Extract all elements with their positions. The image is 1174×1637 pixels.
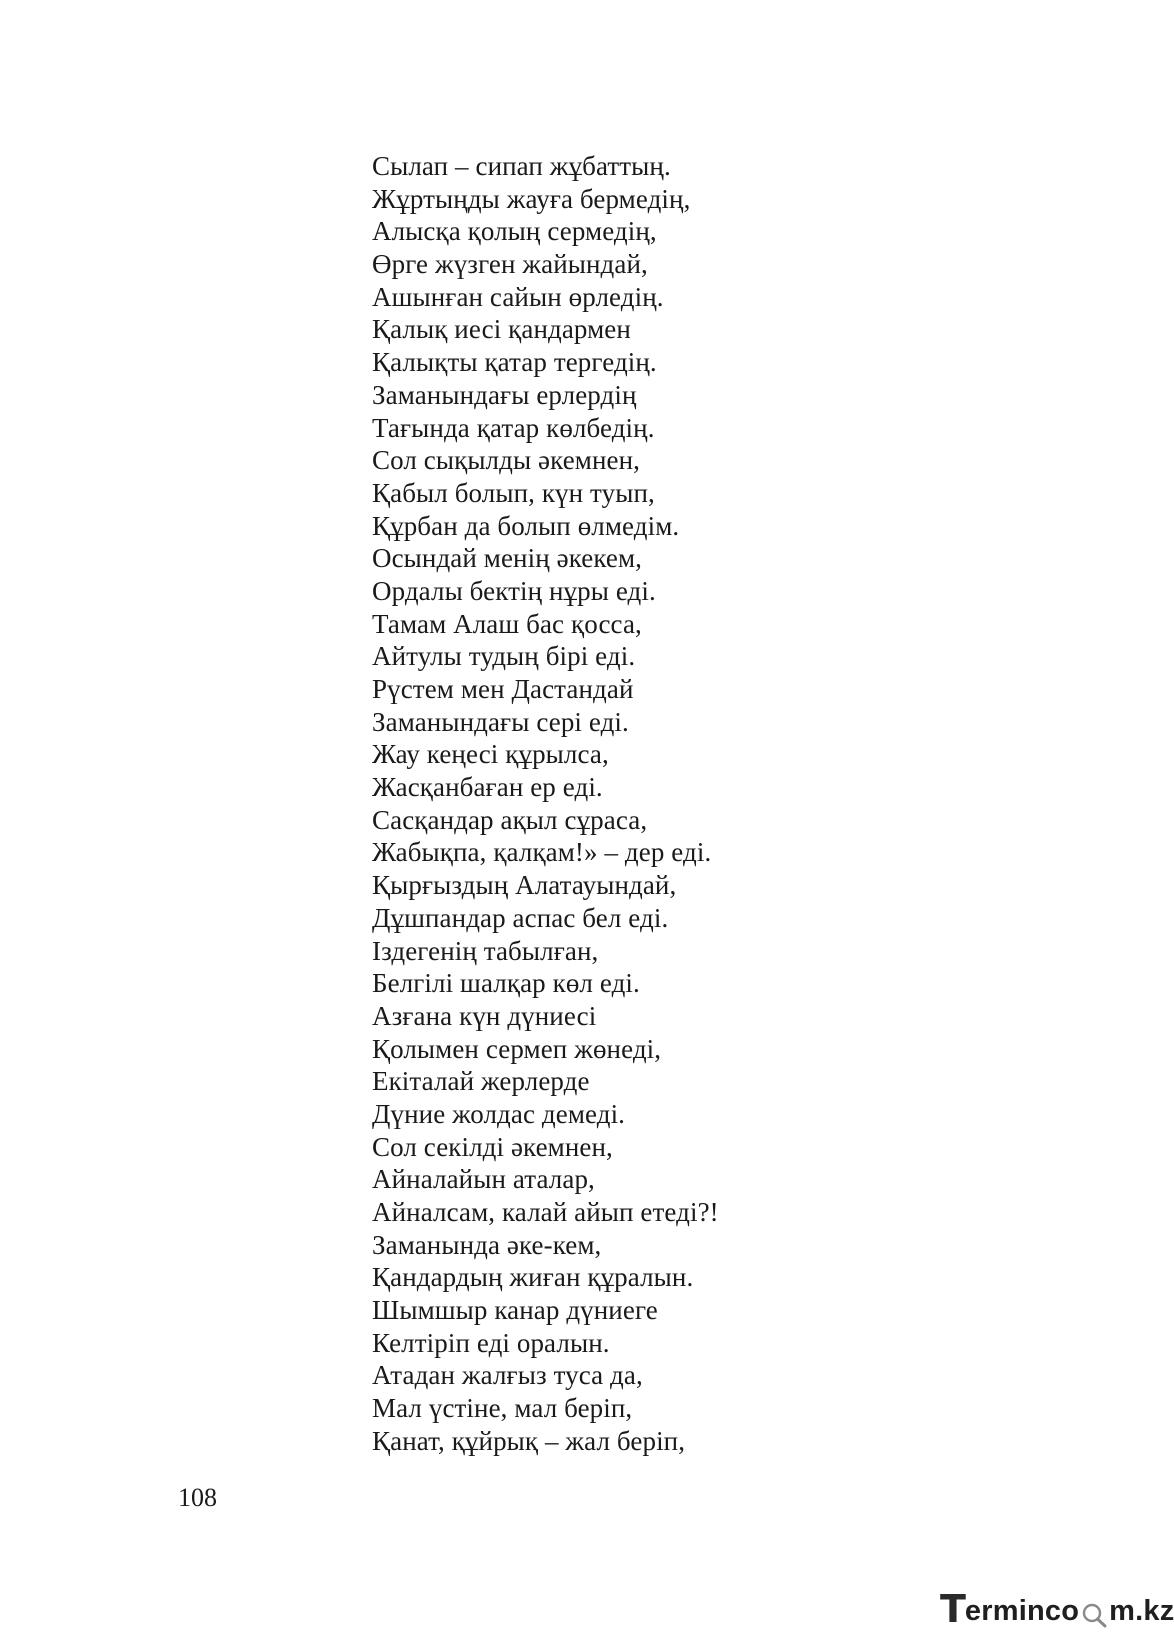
poem-line: Мал үстіне, мал беріп, xyxy=(372,1393,633,1424)
poem-line: Рүстем мен Дастандай xyxy=(372,674,634,704)
poem-line: Белгілі шалқар көл еді. xyxy=(372,968,640,999)
poem-line: Жабықпа, қалқам!» – дер еді. xyxy=(372,837,712,868)
poem-line: Сол сықылды әкемнен, xyxy=(372,445,640,476)
page-number: 108 xyxy=(178,1483,217,1512)
poem-line: Сылап – сипап жұбаттың. xyxy=(372,151,671,181)
poem-line: Қанат, құйрық – жал беріп, xyxy=(372,1425,686,1456)
poem-line: Екіталай жерлерде xyxy=(372,1066,590,1097)
poem-line: Заманындағы сері еді. xyxy=(372,706,629,737)
poem-line: Алысқа қолың сермедің, xyxy=(372,216,657,247)
poem-line: Қолымен сермеп жөнеді, xyxy=(372,1033,662,1064)
poem-line: Атадан жалғыз туса да, xyxy=(372,1360,643,1391)
poem-line: Шымшыр канар дүниеге xyxy=(372,1295,658,1326)
poem-line: Тағында қатар көлбедің. xyxy=(372,412,655,443)
poem-line: Азғана күн дүниесі xyxy=(372,1000,597,1031)
poem-line: Іздегенің табылған, xyxy=(372,935,599,966)
poem-line: Заманында әке-кем, xyxy=(372,1229,602,1260)
poem-line: Сасқандар ақыл сұраса, xyxy=(372,804,648,835)
poem-line: Өрге жүзген жайындай, xyxy=(372,249,648,280)
poem-line: Ордалы бектің нұры еді. xyxy=(372,575,656,606)
poem-line: Ашынған сайын өрледің. xyxy=(372,281,664,312)
poem-line: Құрбан да болып өлмедім. xyxy=(372,510,680,541)
watermark-text-part-1: ermincо xyxy=(964,1595,1080,1627)
poem-line: Қандардың жиған құралын. xyxy=(372,1262,694,1293)
poem-text xyxy=(372,150,719,1458)
poem-line: Жұртыңды жауға бермедің, xyxy=(372,183,691,214)
poem-line: Қалықты қатар тергедің. xyxy=(372,347,657,378)
poem-line: Дүние жолдас демеді. xyxy=(372,1098,626,1129)
poem-line: Жасқанбаған ер еді. xyxy=(372,772,603,803)
magnifier-icon xyxy=(1080,1598,1108,1628)
poem-line: Айтулы тудың бірі еді. xyxy=(372,641,636,672)
poem-line: Қырғыздың Алатауындай, xyxy=(372,870,677,901)
poem-line: Келтіріп еді оралын. xyxy=(372,1327,610,1358)
poem-line: Дұшпандар аспас бел еді. xyxy=(372,902,669,933)
poem-line: Айналсам, калай айып етеді?! xyxy=(372,1197,719,1227)
site-watermark-logo xyxy=(940,1587,1174,1631)
poem-line: Айналайын аталар, xyxy=(372,1164,595,1195)
poem-line: Жау кеңесі құрылса, xyxy=(372,739,609,770)
poem-line: Сол секілді әкемнен, xyxy=(372,1131,613,1162)
poem-line: Заманындағы ерлердің xyxy=(372,379,637,410)
poem-line: Осындай менің әкекем, xyxy=(372,543,642,574)
poem-line: Қалық иесі қандармен xyxy=(372,314,631,345)
watermark-letter-t: T xyxy=(940,1587,966,1631)
poem-line: Қабыл болып, күн туып, xyxy=(372,477,655,508)
poem-line: Тамам Алаш бас қосса, xyxy=(372,608,642,639)
watermark-text-part-2: m.kz xyxy=(1109,1595,1174,1627)
